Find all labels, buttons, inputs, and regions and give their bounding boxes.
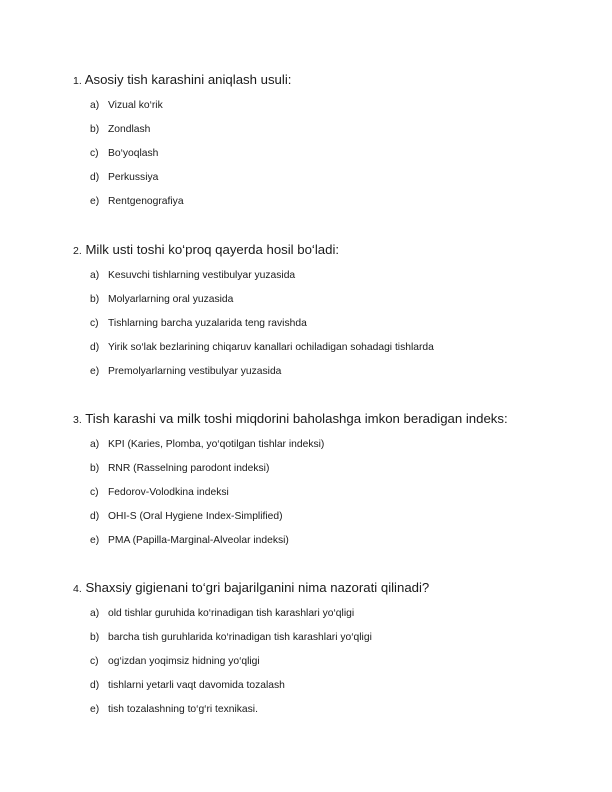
option-d [73, 341, 593, 365]
option-list [73, 438, 593, 558]
option-text: Premolyarlarning vestibulyar yuzasida [108, 366, 282, 377]
option-a [73, 99, 593, 123]
option-letter: b) [90, 632, 100, 643]
question-number: 3. [73, 414, 82, 426]
option-text: Fedorov-Volodkina indeksi [108, 487, 229, 498]
option-letter: b) [90, 463, 100, 474]
option-letter: a) [90, 270, 100, 281]
option-c [73, 317, 593, 341]
question-text: Asosiy tish karashini aniqlash usuli: [84, 72, 292, 87]
option-a [73, 438, 593, 462]
option-letter: a) [90, 100, 100, 111]
option-b [73, 293, 593, 317]
option-text: Bo‘yoqlash [108, 148, 159, 159]
option-b [73, 123, 593, 147]
option-text: Zondlash [108, 124, 151, 135]
option-text: barcha tish guruhlarida ko‘rinadigan tish karashlari yo‘qligi [108, 632, 372, 643]
option-text: old tishlar guruhida ko‘rinadigan tish karashlari yo‘qligi [108, 608, 355, 619]
option-a [73, 269, 593, 293]
option-list [73, 607, 593, 727]
option-text: Tishlarning barcha yuzalarida teng ravishda [108, 318, 307, 329]
option-c [73, 147, 593, 171]
question-heading [73, 411, 593, 428]
option-letter: d) [90, 172, 100, 183]
option-text: Perkussiya [108, 172, 159, 183]
question-number: 1. [73, 75, 82, 87]
option-c [73, 655, 593, 679]
option-e [73, 703, 593, 727]
option-letter: c) [90, 656, 99, 667]
question-heading [73, 580, 593, 597]
option-letter: a) [90, 439, 100, 450]
option-letter: e) [90, 704, 100, 715]
option-d [73, 171, 593, 195]
option-text: og‘izdan yoqimsiz hidning yo‘qligi [108, 656, 260, 667]
option-text: tish tozalashning to‘g‘ri texnikasi. [108, 704, 258, 715]
option-c [73, 486, 593, 510]
question-2 [73, 242, 593, 389]
option-text: Molyarlarning oral yuzasida [108, 294, 234, 305]
option-a [73, 607, 593, 631]
option-letter: d) [90, 680, 100, 691]
question-1 [73, 72, 593, 219]
option-letter: e) [90, 366, 100, 377]
option-letter: d) [90, 511, 100, 522]
option-list [73, 269, 593, 389]
option-text: Kesuvchi tishlarning vestibulyar yuzasida [108, 270, 296, 281]
question-number: 2. [73, 245, 82, 257]
question-4 [73, 580, 593, 727]
option-letter: c) [90, 148, 99, 159]
option-letter: e) [90, 535, 100, 546]
option-letter: b) [90, 294, 100, 305]
option-letter: b) [90, 124, 100, 135]
question-text: Tish karashi va milk toshi miqdorini baholashga imkon beradigan indeks: [85, 411, 508, 426]
option-text: OHI-S (Oral Hygiene Index-Simplified) [108, 511, 283, 522]
option-list [73, 99, 593, 219]
option-e [73, 534, 593, 558]
question-number: 4. [73, 583, 82, 595]
option-b [73, 462, 593, 486]
option-letter: e) [90, 196, 100, 207]
option-e [73, 365, 593, 389]
option-d [73, 510, 593, 534]
option-text: RNR (Rasselning parodont indeksi) [108, 463, 270, 474]
option-text: PMA (Papilla-Marginal-Alveolar indeksi) [108, 535, 289, 546]
option-letter: d) [90, 342, 100, 353]
option-text: Rentgenografiya [108, 196, 184, 207]
option-letter: c) [90, 318, 99, 329]
question-heading [73, 72, 593, 89]
option-letter: a) [90, 608, 100, 619]
option-text: KPI (Karies, Plomba, yo‘qotilgan tishlar indeksi) [108, 439, 325, 450]
question-text: Milk usti toshi ko‘proq qayerda hosil bo‘ladi: [85, 242, 340, 257]
option-b [73, 631, 593, 655]
option-text: Vizual ko‘rik [108, 100, 163, 111]
question-3 [73, 411, 593, 558]
option-text: Yirik so‘lak bezlarining chiqaruv kanallari ochiladigan sohadagi tishlarda [108, 342, 434, 353]
option-text: tishlarni yetarli vaqt davomida tozalash [108, 680, 285, 691]
option-e [73, 195, 593, 219]
option-d [73, 679, 593, 703]
question-heading [73, 242, 593, 259]
option-letter: c) [90, 487, 99, 498]
question-text: Shaxsiy gigienani to‘gri bajarilganini nima nazorati qilinadi? [85, 580, 430, 595]
